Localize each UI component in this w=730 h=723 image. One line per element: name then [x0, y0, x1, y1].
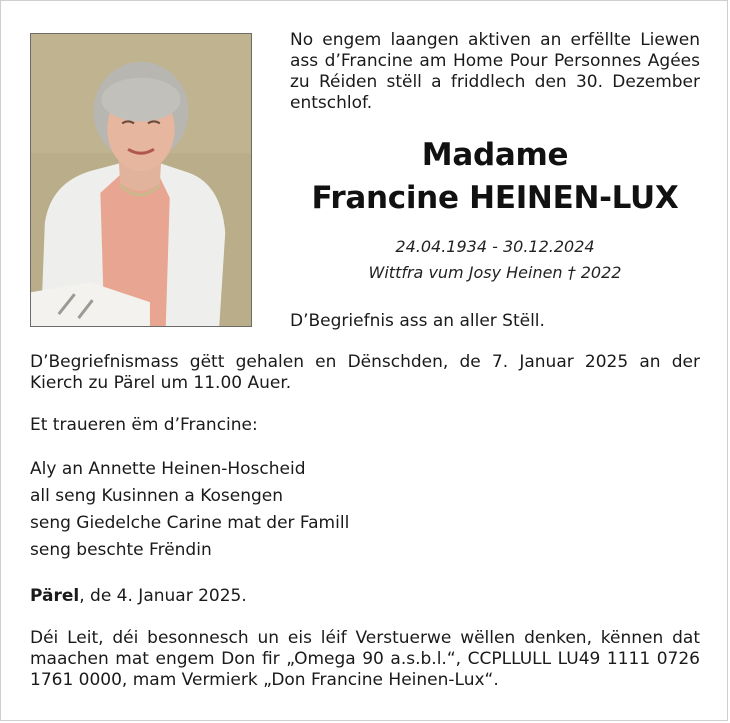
mourner-item: seng beschte Frëndin [30, 540, 212, 560]
place-name: Pärel [30, 586, 80, 606]
mass-paragraph: D’Begriefnismass gëtt gehalen en Dënschden, de 7. Januar 2025 an der Kierch zu Pärel um 11.00 Auer. [30, 352, 700, 393]
intro-text: No engem laangen aktiven an erfëllte Liewen ass d’Francine am Home Pour Personnes Agées zu Réiden stëll a friddlech den 30. Dezember entschlof. [290, 30, 700, 113]
place-date [30, 586, 247, 607]
mourner-item: Aly an Annette Heinen-Hoscheid [30, 459, 306, 479]
mourners-intro: Et traueren ëm d’Francine: [30, 415, 258, 435]
title-name: Francine HEINEN-LUX [311, 180, 679, 216]
mourners-list [30, 456, 349, 564]
mourner-item: all seng Kusinnen a Kosengen [30, 486, 284, 506]
widow-line: Wittfra vum Josy Heinen † 2022 [368, 263, 622, 282]
mourner-item: seng Giedelche Carine mat der Famill [30, 513, 350, 533]
donation-paragraph: Déi Leit, déi besonnesch un eis léif Verstuerwe wëllen denken, kënnen dat maachen mat engem Don fir „Omega 90 a.s.b.l.“, CCPLLULL LU49 1111 0726 1761 0000, mam Vermierk „Don Francine Heinen-Lux“. [30, 628, 700, 690]
life-dates: 24.04.1934 - 30.12.2024 [395, 237, 595, 256]
title-honorific: Madame [421, 137, 569, 173]
burial-note: D’Begriefnis ass an aller Stëll. [290, 311, 545, 331]
portrait-photo [30, 33, 252, 327]
place-date-text: , de 4. Januar 2025. [79, 586, 247, 606]
